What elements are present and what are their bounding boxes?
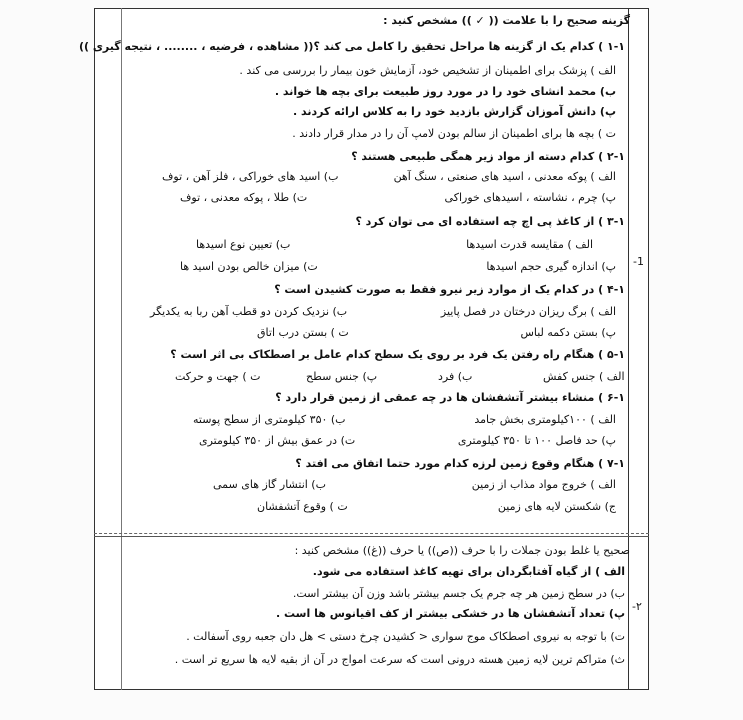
q6-option-b: ب) ۳۵۰ کیلومتری از سطح پوسته: [193, 413, 346, 426]
q3-option-d: ت) میزان خالص بودن اسید ها: [180, 260, 318, 273]
tf-item-4: ت) با توجه به نیروی اصطکاک موج سواری < کشیدن چرخ دستی > هل دان جعبه روی آسفالت .: [186, 630, 625, 643]
q1-option-b: ب) محمد انشای خود را در مورد روز طبیعت برای بچه ها خواند .: [274, 85, 616, 98]
section-divider: [94, 533, 649, 534]
q3-option-b: ب) تعیین نوع اسیدها: [196, 238, 291, 251]
q7-option-d: ت ) وقوع آتشفشان: [257, 500, 348, 513]
q3-stem: ۳-۱ ) از کاغذ پی اچ چه استفاده ای می توان کرد ؟: [355, 215, 625, 228]
q1-stem: ۱-۱ ) کدام یک از گزینه ها مراحل تحقیق را کامل می کند ؟(( مشاهده ، فرضیه ، ........ ، نتیجه گیری )): [78, 40, 625, 53]
q4-option-d: ت ) بستن درب اتاق: [257, 326, 349, 339]
section-2-heading: صحیح یا غلط بودن جملات را با حرف ((ص)) یا حرف ((غ)) مشخص کنید :: [294, 544, 630, 557]
q7-stem: ۷-۱ ) هنگام وقوع زمین لرزه کدام مورد حتما اتفاق می افتد ؟: [295, 457, 625, 470]
q2-option-d: ت) طلا ، پوکه معدنی ، توف: [180, 191, 308, 204]
q6-option-c: پ) حد فاصل ۱۰۰ تا ۳۵۰ کیلومتری: [457, 434, 616, 447]
tf-item-3: پ) تعداد آتشفشان ها در خشکی بیشتر از کف اقیانوس ها است .: [276, 607, 625, 620]
q3-option-a: الف ) مقایسه قدرت اسیدها: [466, 238, 593, 251]
q1-option-a: الف ) پزشک برای اطمینان از تشخیص خود، آزمایش خون بیمار را بررسی می کند .: [239, 64, 616, 77]
q5-option-c: پ) جنس سطح: [306, 370, 378, 383]
tf-item-1: الف ) از گیاه آفتابگردان برای تهیه کاغذ استفاده می شود.: [312, 565, 625, 578]
q7-option-b: ب) انتشار گاز های سمی: [213, 478, 326, 491]
section-1-heading: گزینه صحیح را با علامت (( ✓ )) مشخص کنید :: [383, 14, 630, 27]
q5-option-d: ت ) جهت و حرکت: [175, 370, 261, 383]
tf-item-5: ث) متراکم ترین لایه زمین هسته درونی است که سرعت امواج در آن از بقیه لایه ها سریع تر است .: [174, 653, 625, 666]
q1-option-c: پ) دانش آموزان گزارش بازدید خود را به کلاس ارائه کردند .: [292, 105, 616, 118]
q2-option-b: ب) اسید های خوراکی ، فلز آهن ، توف: [162, 170, 339, 183]
q6-option-a: الف ) ۱۰۰کیلومتری بخش جامد: [474, 413, 616, 426]
q2-option-c: پ) چرم ، نشاسته ، اسیدهای خوراکی: [444, 191, 616, 204]
q5-option-a: الف ) جنس کفش: [543, 370, 625, 383]
section-divider-line: [94, 536, 649, 537]
section-2-number: -۲: [632, 600, 642, 613]
tf-item-2: ب) در سطح زمین هر چه جرم یک جسم بیشتر باشد وزن آن بیشتر است.: [292, 587, 625, 600]
q6-option-d: ت) در عمق بیش از ۳۵۰ کیلومتری: [199, 434, 356, 447]
q7-option-c: ج) شکستن لایه های زمین: [497, 500, 616, 513]
q4-option-a: الف ) برگ ریزان درختان در فصل پاییز: [440, 305, 616, 318]
q5-stem: ۵-۱ ) هنگام راه رفتن یک فرد بر روی یک سطح کدام عامل بر اصطکاک بی اثر است ؟: [170, 348, 625, 361]
q7-option-a: الف ) خروج مواد مذاب از زمین: [471, 478, 616, 491]
score-column: [94, 8, 122, 690]
q2-option-a: الف ) پوکه معدنی ، اسید های صنعتی ، سنگ آهن: [393, 170, 616, 183]
q2-stem: ۲-۱ ) کدام دسته از مواد زیر همگی طبیعی هستند ؟: [351, 150, 625, 163]
q3-option-c: پ) اندازه گیری حجم اسیدها: [486, 260, 616, 273]
q5-option-b: ب) فرد: [438, 370, 473, 383]
q6-stem: ۶-۱ ) منشاء بیشتر آتشفشان ها در چه عمقی از زمین قرار دارد ؟: [275, 391, 625, 404]
q4-stem: ۴-۱ ) در کدام یک از موارد زیر نیرو فقط به صورت کشیدن است ؟: [274, 283, 625, 296]
q4-option-b: ب) نزدیک کردن دو قطب آهن ربا به یکدیگر: [150, 305, 348, 318]
q1-option-d: ت ) بچه ها برای اطمینان از سالم بودن لامپ آن را در مدار قرار دادند .: [292, 127, 616, 140]
question-number-column: [628, 8, 649, 690]
q4-option-c: پ) بستن دکمه لباس: [520, 326, 616, 339]
section-1-number: -1: [633, 255, 644, 268]
